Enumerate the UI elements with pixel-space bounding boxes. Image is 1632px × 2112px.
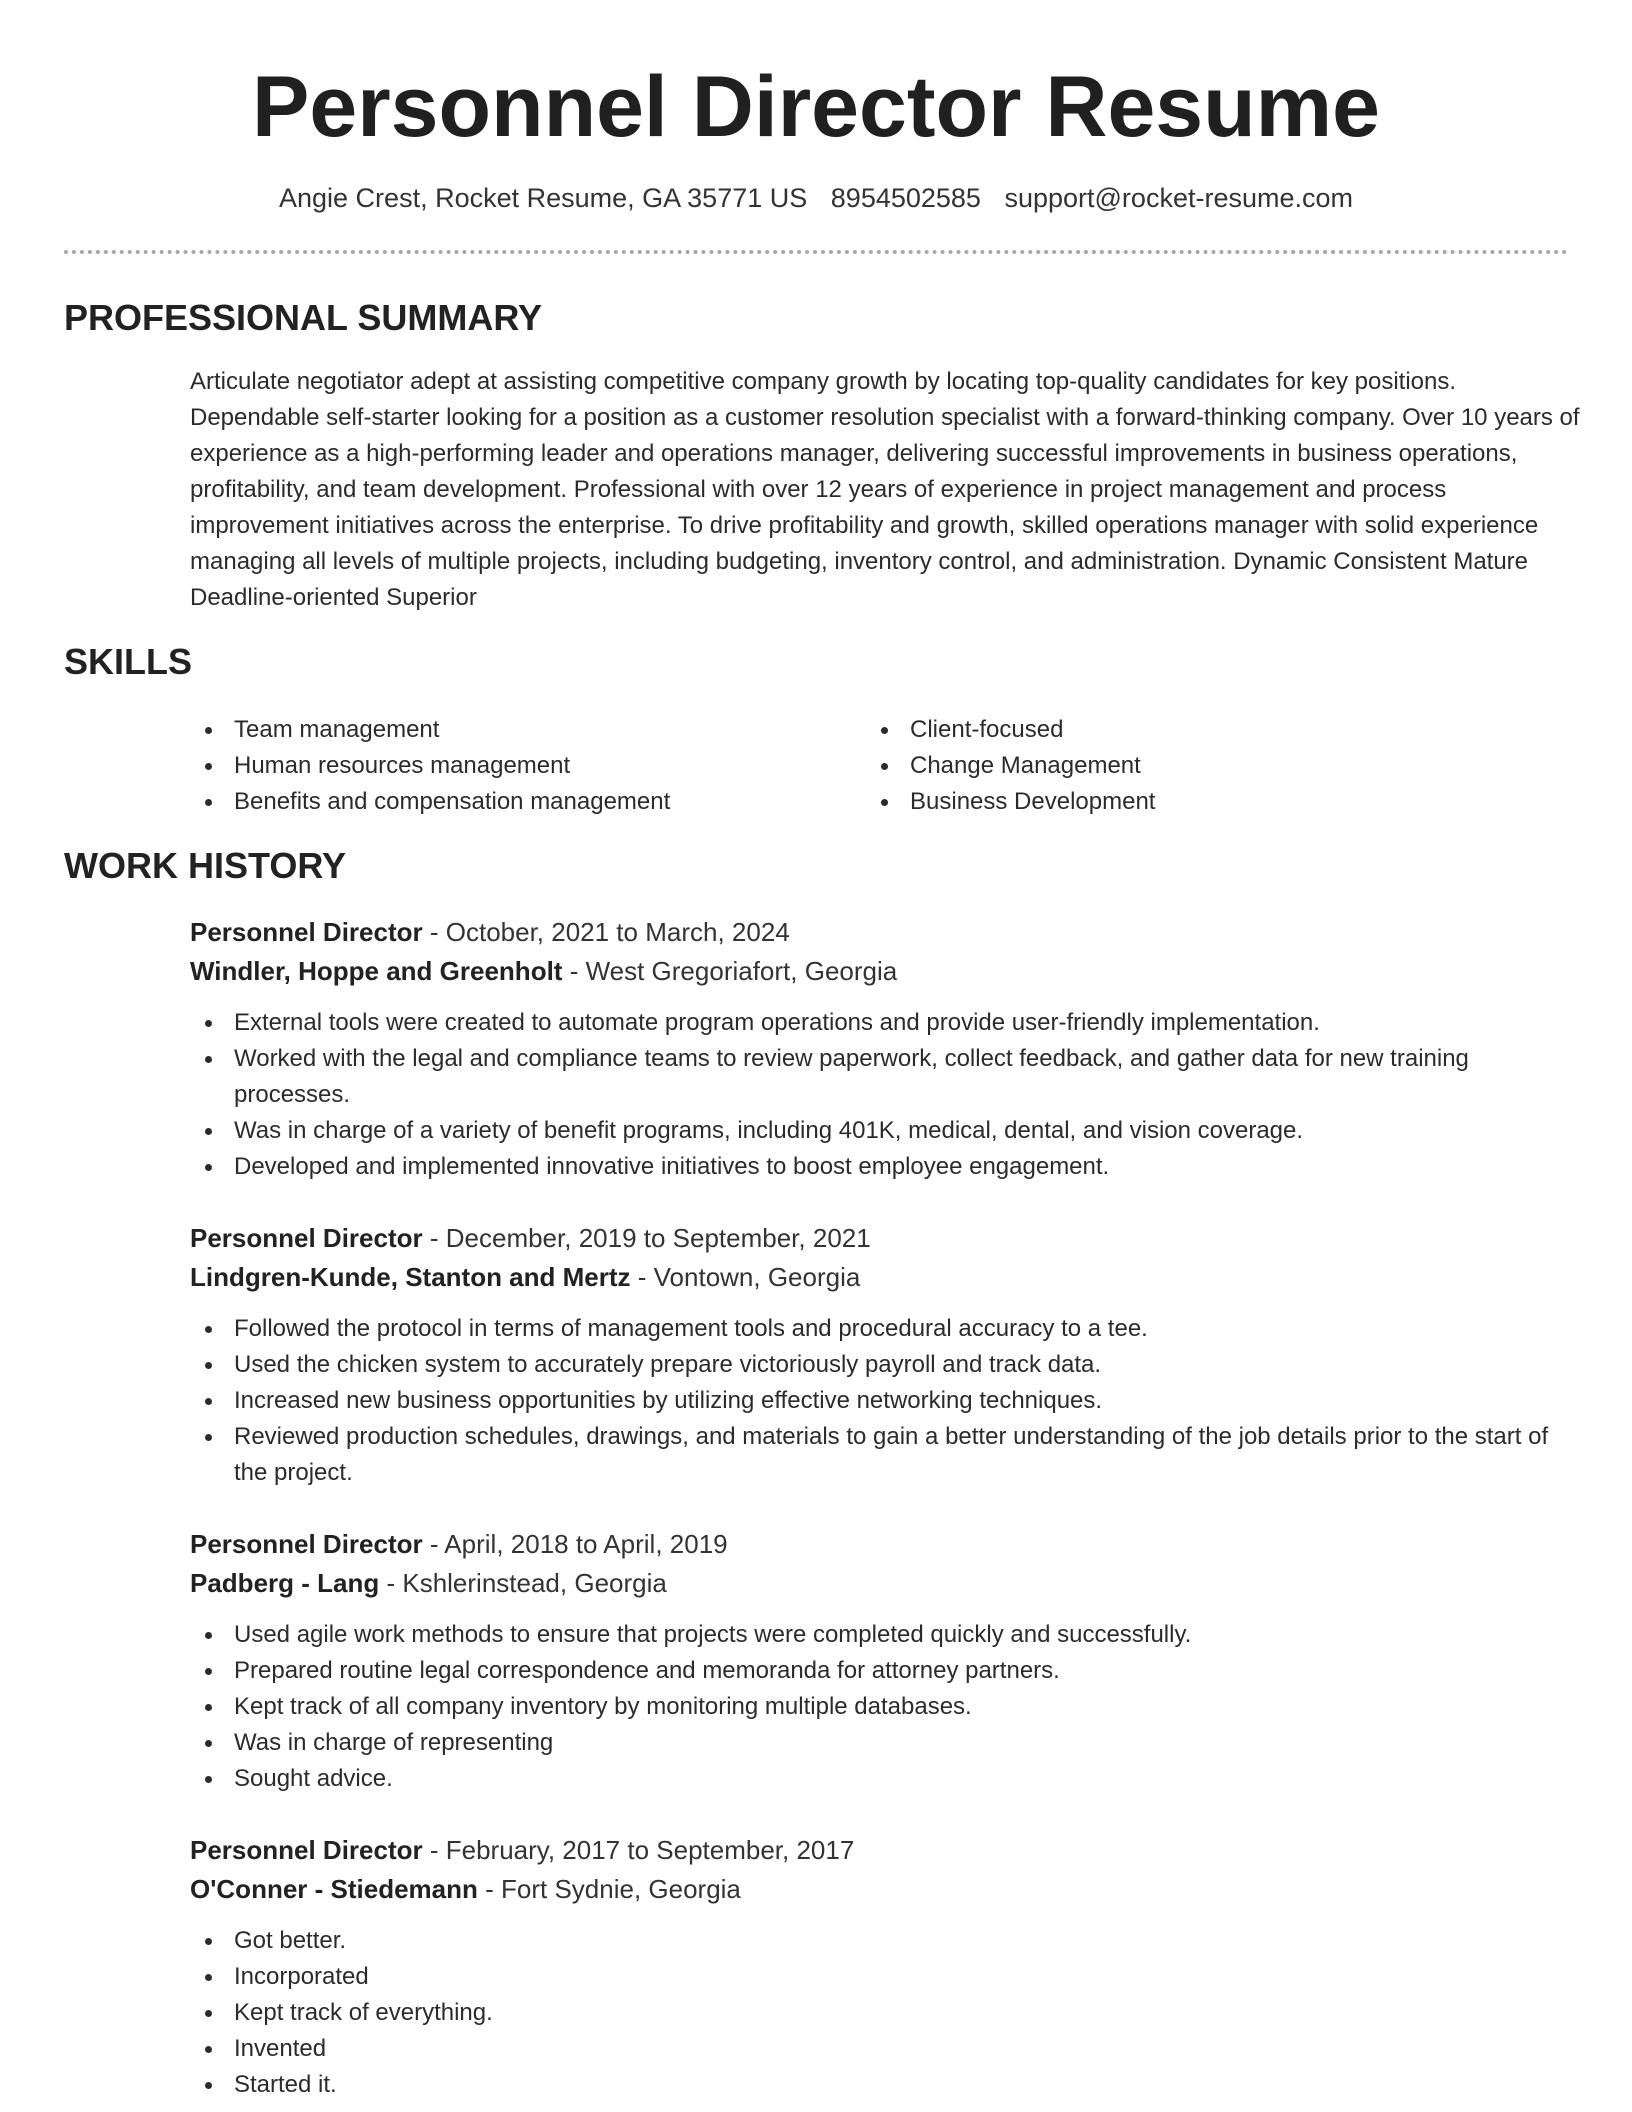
job-company: Padberg - Lang bbox=[190, 1568, 380, 1598]
job-title: Personnel Director bbox=[190, 917, 423, 947]
header-divider bbox=[64, 250, 1568, 254]
job-bullet: Followed the protocol in terms of management tools and procedural accuracy to a tee. bbox=[190, 1311, 1580, 1347]
job-title: Personnel Director bbox=[190, 1529, 423, 1559]
job-company: Lindgren-Kunde, Stanton and Mertz bbox=[190, 1262, 631, 1292]
job-company-line bbox=[190, 1258, 1580, 1297]
skills-list-right bbox=[866, 712, 1506, 820]
contact-address: Angie Crest, Rocket Resume, GA 35771 US bbox=[279, 183, 808, 213]
job-title-line bbox=[190, 913, 1580, 952]
summary-text: Articulate negotiator adept at assisting competitive company growth by locating top-quality candidates for key positions. Dependable self-starter looking for a position as a customer resolution specialist with a forward-thinking company. Over 10 years of experience as a high-performing leader and operations manager, delivering successful improvements in business operations, profitability, and team development. Professional with over 12 years of experience in project management and process improvement initiatives across the enterprise. To drive profitability and growth, skilled operations manager with solid experience managing all levels of multiple projects, including budgeting, inventory control, and administration. Dynamic Consistent Mature Deadline-oriented Superior bbox=[190, 368, 1580, 611]
job-title: Personnel Director bbox=[190, 1223, 423, 1253]
job-title: Personnel Director bbox=[190, 1835, 423, 1865]
job-bullet: Sought advice. bbox=[190, 1761, 1580, 1797]
job-location: - Kshlerinstead, Georgia bbox=[379, 1568, 667, 1598]
job-location: - West Gregoriafort, Georgia bbox=[562, 956, 898, 986]
job-bullets bbox=[190, 1923, 1580, 2103]
job-bullet: Was in charge of a variety of benefit programs, including 401K, medical, dental, and vision coverage. bbox=[190, 1113, 1580, 1149]
job-dates: - April, 2018 to April, 2019 bbox=[422, 1529, 728, 1559]
job-dates: - December, 2019 to September, 2021 bbox=[422, 1223, 871, 1253]
job-bullet: External tools were created to automate program operations and provide user-friendly implementation. bbox=[190, 1005, 1580, 1041]
skills-list-left bbox=[190, 712, 830, 820]
job-bullet: Prepared routine legal correspondence and memoranda for attorney partners. bbox=[190, 1653, 1580, 1689]
job-dates: - October, 2021 to March, 2024 bbox=[422, 917, 790, 947]
job-bullet: Used agile work methods to ensure that projects were completed quickly and successfully. bbox=[190, 1617, 1580, 1653]
job-bullet: Kept track of everything. bbox=[190, 1995, 1580, 2031]
job-bullet: Incorporated bbox=[190, 1959, 1580, 1995]
job-company-line bbox=[190, 952, 1580, 991]
job-bullet: Reviewed production schedules, drawings, and materials to gain a better understanding of the job details prior to the start of the project. bbox=[190, 1419, 1580, 1491]
contact-phone: 8954502585 bbox=[830, 183, 981, 213]
skills-heading: SKILLS bbox=[64, 641, 193, 682]
skill-item: Change Management bbox=[866, 748, 1506, 784]
job-company: O'Conner - Stiedemann bbox=[190, 1874, 478, 1904]
job-company-line bbox=[190, 1870, 1580, 1909]
job-bullet: Was in charge of representing bbox=[190, 1725, 1580, 1761]
resume-title: Personnel Director Resume bbox=[252, 59, 1380, 155]
job-bullet: Invented bbox=[190, 2031, 1580, 2067]
job-location: - Fort Sydnie, Georgia bbox=[477, 1874, 741, 1904]
job-title-line bbox=[190, 1525, 1580, 1564]
job-company-line bbox=[190, 1564, 1580, 1603]
job-location: - Vontown, Georgia bbox=[630, 1262, 861, 1292]
skill-item: Client-focused bbox=[866, 712, 1506, 748]
job-entry bbox=[190, 1219, 1580, 1491]
job-title-line bbox=[190, 1219, 1580, 1258]
job-bullet: Worked with the legal and compliance teams to review paperwork, collect feedback, and gather data for new training processes. bbox=[190, 1041, 1580, 1113]
job-entry bbox=[190, 1831, 1580, 2103]
job-title-line bbox=[190, 1831, 1580, 1870]
contact-email: support@rocket-resume.com bbox=[1004, 183, 1353, 213]
skill-item: Human resources management bbox=[190, 748, 830, 784]
job-bullet: Increased new business opportunities by utilizing effective networking techniques. bbox=[190, 1383, 1580, 1419]
skill-item: Business Development bbox=[866, 784, 1506, 820]
skill-item: Benefits and compensation management bbox=[190, 784, 830, 820]
work-history-heading: WORK HISTORY bbox=[64, 845, 347, 886]
job-dates: - February, 2017 to September, 2017 bbox=[422, 1835, 855, 1865]
job-company: Windler, Hoppe and Greenholt bbox=[190, 956, 563, 986]
job-entry bbox=[190, 913, 1580, 1185]
job-bullet: Started it. bbox=[190, 2067, 1580, 2103]
job-bullet: Kept track of all company inventory by monitoring multiple databases. bbox=[190, 1689, 1580, 1725]
skill-item: Team management bbox=[190, 712, 830, 748]
job-bullet: Developed and implemented innovative initiatives to boost employee engagement. bbox=[190, 1149, 1580, 1185]
job-bullet: Got better. bbox=[190, 1923, 1580, 1959]
contact-line bbox=[0, 178, 1632, 218]
job-bullets bbox=[190, 1311, 1580, 1491]
job-bullets bbox=[190, 1617, 1580, 1797]
summary-heading: PROFESSIONAL SUMMARY bbox=[64, 297, 543, 338]
job-entry bbox=[190, 1525, 1580, 1797]
job-bullets bbox=[190, 1005, 1580, 1185]
job-bullet: Used the chicken system to accurately prepare victoriously payroll and track data. bbox=[190, 1347, 1580, 1383]
